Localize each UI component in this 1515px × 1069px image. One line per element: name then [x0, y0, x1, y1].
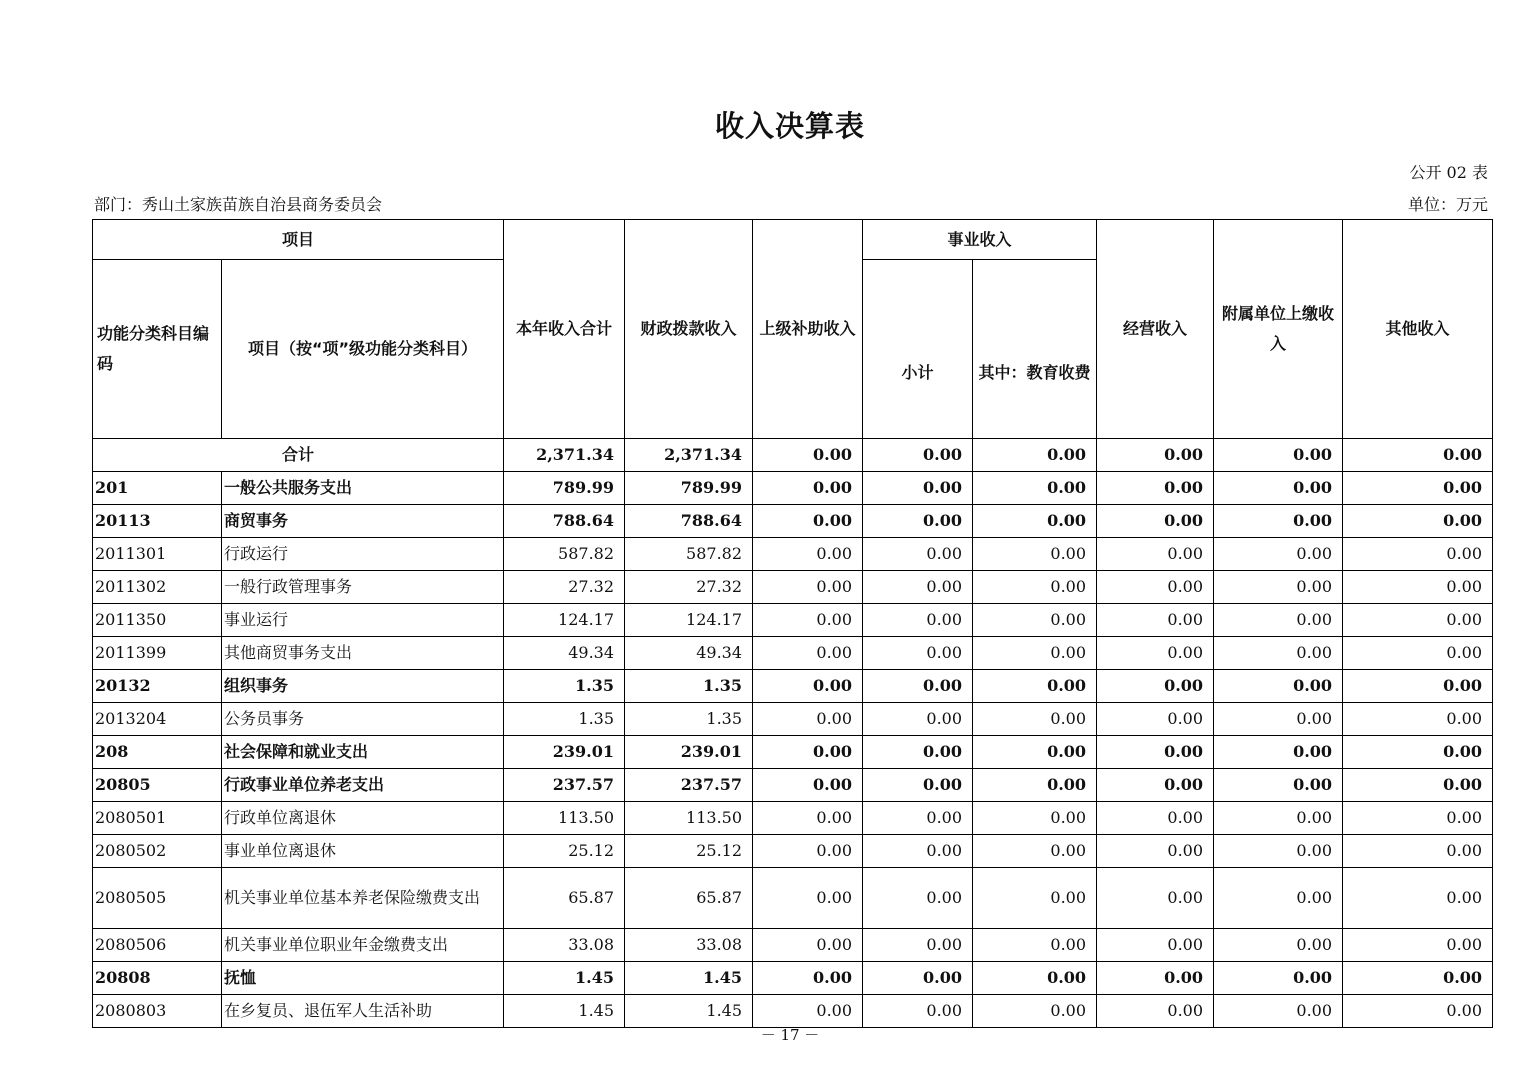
- row-value: 0.00: [1097, 571, 1214, 604]
- row-value: 49.34: [504, 637, 625, 670]
- row-name: 行政事业单位养老支出: [222, 769, 504, 802]
- header-business-group: 事业收入: [863, 220, 1097, 260]
- row-value: 0.00: [863, 538, 973, 571]
- row-code: 2080506: [93, 929, 222, 962]
- row-code: 2080505: [93, 868, 222, 929]
- header-affiliated: 附属单位上缴收入: [1214, 220, 1343, 439]
- row-value: 0.00: [1343, 505, 1493, 538]
- income-table: [92, 219, 1493, 1028]
- row-value: 0.00: [1214, 736, 1343, 769]
- row-value: 0.00: [753, 538, 863, 571]
- row-name: 在乡复员、退伍军人生活补助: [222, 995, 504, 1028]
- row-value: 0.00: [1214, 962, 1343, 995]
- row-value: 0.00: [863, 703, 973, 736]
- row-value: 25.12: [625, 835, 753, 868]
- unit-label: 单位：万元: [1407, 195, 1488, 214]
- row-value: 0.00: [973, 604, 1097, 637]
- row-value: 587.82: [625, 538, 753, 571]
- row-value: 0.00: [1343, 868, 1493, 929]
- row-value: 1.45: [504, 962, 625, 995]
- row-value: 0.00: [753, 637, 863, 670]
- row-value: 0.00: [753, 604, 863, 637]
- header-project: 项目: [93, 220, 504, 260]
- row-value: 0.00: [1097, 703, 1214, 736]
- total-cell: 2,371.34: [625, 439, 753, 472]
- row-value: 0.00: [1097, 962, 1214, 995]
- row-value: 25.12: [504, 835, 625, 868]
- row-value: 0.00: [863, 604, 973, 637]
- table-row: [93, 637, 1493, 670]
- row-value: 0.00: [1214, 637, 1343, 670]
- row-value: 1.45: [625, 995, 753, 1028]
- row-value: 27.32: [504, 571, 625, 604]
- row-value: 0.00: [973, 995, 1097, 1028]
- row-value: 0.00: [973, 505, 1097, 538]
- row-value: 0.00: [1097, 538, 1214, 571]
- header-fiscal: 财政拨款收入: [625, 220, 753, 439]
- row-name: 机关事业单位职业年金缴费支出: [222, 929, 504, 962]
- table-row: [93, 962, 1493, 995]
- header-subtotal: 小计: [863, 260, 973, 439]
- total-cell: 2,371.34: [504, 439, 625, 472]
- table-row: [93, 538, 1493, 571]
- row-value: 0.00: [1343, 472, 1493, 505]
- row-value: 0.00: [1097, 995, 1214, 1028]
- table-code: 公开 02 表: [1409, 163, 1488, 182]
- row-value: 0.00: [973, 769, 1097, 802]
- row-value: 0.00: [753, 962, 863, 995]
- row-value: 0.00: [753, 802, 863, 835]
- row-value: 788.64: [625, 505, 753, 538]
- row-value: 0.00: [753, 736, 863, 769]
- row-value: 1.35: [625, 703, 753, 736]
- row-value: 0.00: [973, 472, 1097, 505]
- row-value: 33.08: [625, 929, 753, 962]
- row-value: 0.00: [863, 736, 973, 769]
- row-name: 一般行政管理事务: [222, 571, 504, 604]
- row-value: 0.00: [1214, 995, 1343, 1028]
- row-value: 0.00: [1214, 571, 1343, 604]
- row-value: 0.00: [1343, 538, 1493, 571]
- page-title: 收入决算表: [714, 109, 865, 143]
- row-value: 33.08: [504, 929, 625, 962]
- row-code: 2011302: [93, 571, 222, 604]
- row-value: 0.00: [973, 670, 1097, 703]
- row-value: 0.00: [973, 637, 1097, 670]
- row-value: 0.00: [1343, 929, 1493, 962]
- row-value: 0.00: [1097, 769, 1214, 802]
- row-name: 机关事业单位基本养老保险缴费支出: [222, 868, 504, 929]
- row-code: 2011350: [93, 604, 222, 637]
- table-row: [93, 802, 1493, 835]
- row-value: 239.01: [625, 736, 753, 769]
- row-name: 行政运行: [222, 538, 504, 571]
- row-value: 0.00: [1097, 604, 1214, 637]
- row-value: 0.00: [863, 995, 973, 1028]
- header-code: 功能分类科目编码: [93, 260, 222, 439]
- row-value: 0.00: [973, 736, 1097, 769]
- row-value: 0.00: [1097, 670, 1214, 703]
- row-name: 其他商贸事务支出: [222, 637, 504, 670]
- row-value: 0.00: [1343, 802, 1493, 835]
- row-value: 0.00: [753, 670, 863, 703]
- row-value: 237.57: [504, 769, 625, 802]
- row-value: 789.99: [625, 472, 753, 505]
- row-name: 公务员事务: [222, 703, 504, 736]
- total-cell: 0.00: [1214, 439, 1343, 472]
- row-value: 789.99: [504, 472, 625, 505]
- row-value: 0.00: [1097, 472, 1214, 505]
- table-row: [93, 505, 1493, 538]
- row-value: 124.17: [504, 604, 625, 637]
- row-value: 0.00: [1343, 736, 1493, 769]
- row-value: 0.00: [1343, 835, 1493, 868]
- row-value: 0.00: [973, 929, 1097, 962]
- table-row: [93, 995, 1493, 1028]
- row-value: 0.00: [1097, 637, 1214, 670]
- row-value: 0.00: [1097, 868, 1214, 929]
- row-value: 0.00: [863, 929, 973, 962]
- table-row: [93, 769, 1493, 802]
- row-value: 0.00: [1214, 868, 1343, 929]
- row-value: 0.00: [753, 868, 863, 929]
- row-value: 0.00: [1214, 929, 1343, 962]
- row-code: 20805: [93, 769, 222, 802]
- table-row: [93, 604, 1493, 637]
- table-row: [93, 929, 1493, 962]
- total-label: 合计: [93, 439, 504, 472]
- row-value: 65.87: [625, 868, 753, 929]
- row-value: 0.00: [1343, 769, 1493, 802]
- row-value: 0.00: [863, 769, 973, 802]
- page-number: － 17 －: [760, 1026, 820, 1044]
- row-value: 0.00: [753, 995, 863, 1028]
- row-value: 239.01: [504, 736, 625, 769]
- row-value: 0.00: [753, 703, 863, 736]
- row-value: 0.00: [863, 637, 973, 670]
- row-name: 行政单位离退休: [222, 802, 504, 835]
- row-value: 0.00: [753, 505, 863, 538]
- table-row: [93, 868, 1493, 929]
- row-value: 49.34: [625, 637, 753, 670]
- row-value: 113.50: [625, 802, 753, 835]
- table-row: [93, 670, 1493, 703]
- row-value: 0.00: [1343, 604, 1493, 637]
- row-value: 0.00: [863, 571, 973, 604]
- row-value: 0.00: [1214, 802, 1343, 835]
- row-value: 0.00: [1343, 637, 1493, 670]
- row-value: 0.00: [1343, 571, 1493, 604]
- row-value: 0.00: [1097, 505, 1214, 538]
- row-value: 0.00: [973, 538, 1097, 571]
- header-total-income: 本年收入合计: [504, 220, 625, 439]
- row-value: 0.00: [973, 835, 1097, 868]
- header-project-name: 项目（按“项”级功能分类科目）: [222, 260, 504, 439]
- table-row: [93, 703, 1493, 736]
- row-code: 20132: [93, 670, 222, 703]
- row-code: 20808: [93, 962, 222, 995]
- total-cell: 0.00: [973, 439, 1097, 472]
- header-superior: 上级补助收入: [753, 220, 863, 439]
- row-value: 0.00: [973, 802, 1097, 835]
- row-value: 1.35: [625, 670, 753, 703]
- row-value: 0.00: [753, 571, 863, 604]
- row-code: 20113: [93, 505, 222, 538]
- row-value: 124.17: [625, 604, 753, 637]
- row-code: 2011399: [93, 637, 222, 670]
- row-value: 0.00: [1214, 472, 1343, 505]
- row-value: 0.00: [1097, 736, 1214, 769]
- row-value: 0.00: [753, 472, 863, 505]
- row-value: 0.00: [1097, 929, 1214, 962]
- row-code: 201: [93, 472, 222, 505]
- row-code: 2080803: [93, 995, 222, 1028]
- row-value: 0.00: [863, 802, 973, 835]
- row-value: 1.35: [504, 670, 625, 703]
- row-name: 事业单位离退休: [222, 835, 504, 868]
- row-value: 1.45: [625, 962, 753, 995]
- row-value: 0.00: [1214, 835, 1343, 868]
- row-value: 1.45: [504, 995, 625, 1028]
- row-value: 0.00: [1214, 604, 1343, 637]
- row-value: 0.00: [1097, 802, 1214, 835]
- row-code: 208: [93, 736, 222, 769]
- table-row: [93, 571, 1493, 604]
- total-cell: 0.00: [863, 439, 973, 472]
- row-value: 788.64: [504, 505, 625, 538]
- row-value: 0.00: [973, 868, 1097, 929]
- row-value: 0.00: [973, 703, 1097, 736]
- row-value: 113.50: [504, 802, 625, 835]
- row-value: 0.00: [863, 835, 973, 868]
- total-cell: 0.00: [1343, 439, 1493, 472]
- row-value: 0.00: [1214, 538, 1343, 571]
- row-value: 0.00: [1343, 995, 1493, 1028]
- row-value: 1.35: [504, 703, 625, 736]
- row-name: 商贸事务: [222, 505, 504, 538]
- row-value: 0.00: [1097, 835, 1214, 868]
- row-code: 2013204: [93, 703, 222, 736]
- row-value: 0.00: [863, 868, 973, 929]
- table-row: [93, 472, 1493, 505]
- row-name: 社会保障和就业支出: [222, 736, 504, 769]
- row-value: 0.00: [753, 835, 863, 868]
- table-row: [93, 736, 1493, 769]
- row-value: 0.00: [1214, 670, 1343, 703]
- row-value: 65.87: [504, 868, 625, 929]
- row-value: 27.32: [625, 571, 753, 604]
- header-operating: 经营收入: [1097, 220, 1214, 439]
- total-row: [93, 439, 1493, 472]
- row-name: 组织事务: [222, 670, 504, 703]
- row-value: 0.00: [1343, 703, 1493, 736]
- row-name: 事业运行: [222, 604, 504, 637]
- row-value: 0.00: [863, 670, 973, 703]
- row-value: 0.00: [863, 962, 973, 995]
- row-value: 0.00: [753, 929, 863, 962]
- row-value: 0.00: [1343, 670, 1493, 703]
- row-value: 0.00: [1214, 769, 1343, 802]
- row-value: 237.57: [625, 769, 753, 802]
- row-code: 2080502: [93, 835, 222, 868]
- row-code: 2011301: [93, 538, 222, 571]
- total-cell: 0.00: [1097, 439, 1214, 472]
- row-code: 2080501: [93, 802, 222, 835]
- row-value: 0.00: [753, 769, 863, 802]
- department-label: 部门：秀山土家族苗族自治县商务委员会: [94, 195, 383, 214]
- row-value: 0.00: [863, 505, 973, 538]
- header-education: 其中：教育收费: [973, 260, 1097, 439]
- total-cell: 0.00: [753, 439, 863, 472]
- row-value: 0.00: [863, 472, 973, 505]
- row-value: 0.00: [1214, 505, 1343, 538]
- row-value: 0.00: [1214, 703, 1343, 736]
- row-name: 抚恤: [222, 962, 504, 995]
- header-other: 其他收入: [1343, 220, 1493, 439]
- table-row: [93, 835, 1493, 868]
- row-value: 0.00: [1343, 962, 1493, 995]
- row-name: 一般公共服务支出: [222, 472, 504, 505]
- row-value: 587.82: [504, 538, 625, 571]
- row-value: 0.00: [973, 962, 1097, 995]
- row-value: 0.00: [973, 571, 1097, 604]
